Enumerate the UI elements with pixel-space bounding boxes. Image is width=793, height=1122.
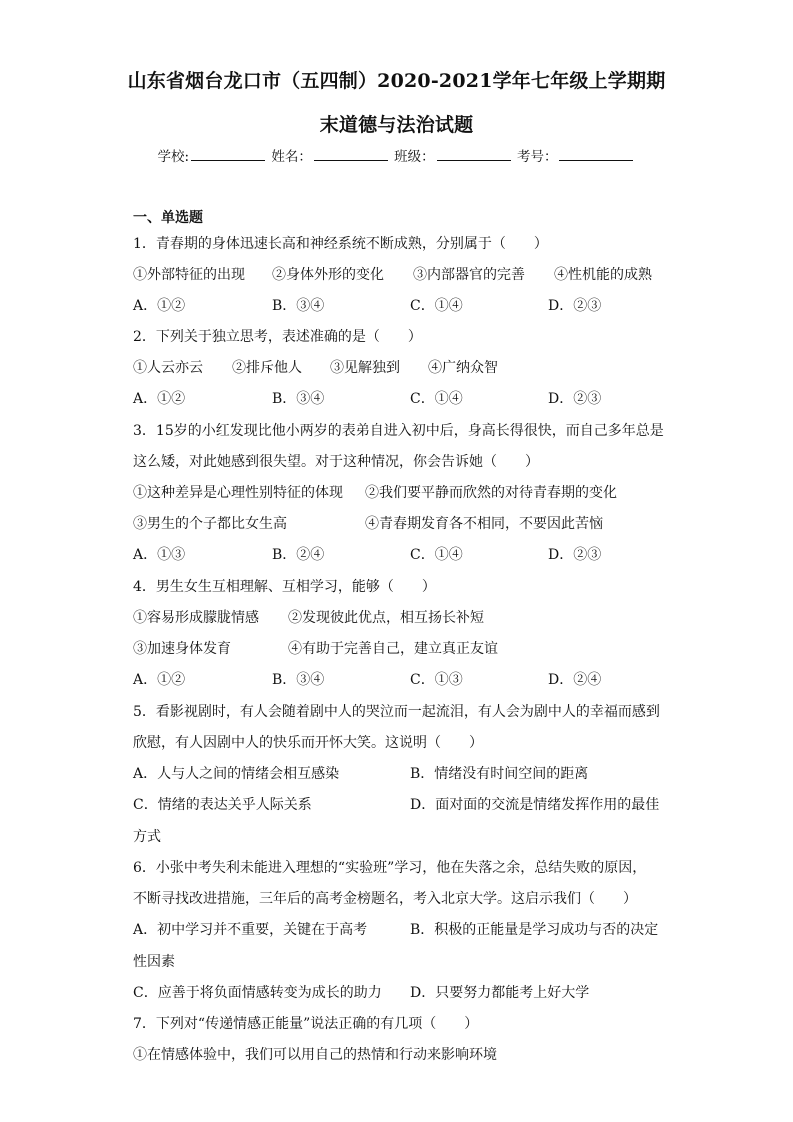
- q3-option-c[interactable]: C．①④: [410, 547, 463, 563]
- q1-stem: 1．青春期的身体迅速长高和神经系统不断成熟，分别属于（ ）: [133, 236, 548, 252]
- section-heading: 一、单选题: [133, 210, 203, 226]
- q3-option-a[interactable]: A．①③: [133, 547, 186, 563]
- q6-option-d[interactable]: D．只要努力都能考上好大学: [410, 985, 590, 1001]
- q3-stem-line1: 3．15岁的小红发现比他小两岁的表弟自进入初中后，身高长得很快，而自己多年总是: [133, 423, 664, 439]
- q4-item-2: ②发现彼此优点，相互扬长补短: [288, 610, 484, 626]
- q6-stem-line1: 6．小张中考失利未能进入理想的“实验班”学习，他在失落之余，总结失败的原因，: [133, 860, 647, 876]
- q6-option-a[interactable]: A．初中学习并不重要，关键在于高考: [133, 922, 368, 938]
- q5-stem-line2: 欣慰，有人因剧中人的快乐而开怀大笑。这说明（ ）: [133, 735, 483, 751]
- q2-item-1: ①人云亦云: [133, 360, 203, 376]
- name-label: 姓名：: [271, 149, 312, 165]
- q2-option-c[interactable]: C．①④: [410, 391, 463, 407]
- q1-option-b[interactable]: B．③④: [272, 298, 325, 314]
- q4-item-3: ③加速身体发育: [133, 641, 231, 657]
- q2-option-d[interactable]: D．②③: [548, 391, 602, 407]
- student-info-line: [0, 145, 793, 165]
- q3-item-1: ①这种差异是心理性别特征的体现: [133, 485, 343, 501]
- exam-title-line1: 山东省烟台龙口市（五四制）2020-2021学年七年级上学期期: [127, 70, 666, 92]
- q2-item-4: ④广纳众智: [428, 360, 498, 376]
- class-blank: [437, 148, 511, 161]
- q3-stem-line2: 这么矮，对此她感到很失望。对于这种情况，你会告诉她（ ）: [133, 454, 539, 470]
- q1-item-2: ②身体外形的变化: [272, 267, 384, 283]
- q7-item-1: ①在情感体验中，我们可以用自己的热情和行动来影响环境: [133, 1047, 497, 1063]
- q2-option-a[interactable]: A．①②: [133, 391, 186, 407]
- q5-option-d[interactable]: D．面对面的交流是情绪发挥作用的最佳: [410, 797, 660, 813]
- q1-option-a[interactable]: A．①②: [133, 298, 186, 314]
- q4-item-1: ①容易形成朦胧情感: [133, 610, 259, 626]
- q4-stem: 4．男生女生互相理解、互相学习，能够（ ）: [133, 579, 436, 595]
- q4-item-4: ④有助于完善自己，建立真正友谊: [288, 641, 498, 657]
- q4-option-d[interactable]: D．②④: [548, 672, 602, 688]
- q6-option-b-cont: 性因素: [133, 954, 175, 970]
- q2-item-2: ②排斥他人: [232, 360, 302, 376]
- q5-option-d-cont: 方式: [133, 829, 161, 845]
- q6-stem-line2: 不断寻找改进措施，三年后的高考金榜题名，考入北京大学。这启示我们（ ）: [133, 891, 637, 907]
- q5-option-c[interactable]: C．情绪的表达关乎人际关系: [133, 797, 312, 813]
- number-blank: [559, 148, 633, 161]
- q2-stem: 2．下列关于独立思考，表述准确的是（ ）: [133, 329, 422, 345]
- name-blank: [314, 148, 388, 161]
- q1-items: [133, 264, 245, 284]
- q6-option-b[interactable]: B．积极的正能量是学习成功与否的决定: [410, 922, 659, 938]
- school-blank: [191, 148, 265, 161]
- q6-option-c[interactable]: C．应善于将负面情感转变为成长的助力: [133, 985, 382, 1001]
- q3-item-2: ②我们要平静而欣然的对待青春期的变化: [365, 485, 617, 501]
- q2-item-3: ③见解独到: [330, 360, 400, 376]
- class-label: 班级：: [394, 149, 435, 165]
- q1-option-c[interactable]: C．①④: [410, 298, 463, 314]
- q1-item-4: ④性机能的成熟: [554, 267, 652, 283]
- q5-option-b[interactable]: B．情绪没有时间空间的距离: [410, 766, 589, 782]
- q7-stem: 7．下列对“传递情感正能量”说法正确的有几项（ ）: [133, 1016, 479, 1032]
- q3-item-4: ④青春期发育各不相同，不要因此苦恼: [365, 516, 603, 532]
- q3-option-b[interactable]: B．②④: [272, 547, 325, 563]
- q1-item-1: ①外部特征的出现: [133, 267, 245, 283]
- school-label: 学校:: [157, 149, 190, 165]
- q3-option-d[interactable]: D．②③: [548, 547, 602, 563]
- q4-option-a[interactable]: A．①②: [133, 672, 186, 688]
- q4-option-c[interactable]: C．①③: [410, 672, 463, 688]
- exam-title-line2: 末道德与法治试题: [319, 114, 474, 136]
- q2-option-b[interactable]: B．③④: [272, 391, 325, 407]
- q4-option-b[interactable]: B．③④: [272, 672, 325, 688]
- q3-item-3: ③男生的个子都比女生高: [133, 516, 287, 532]
- q5-option-a[interactable]: A．人与人之间的情绪会相互感染: [133, 766, 340, 782]
- q5-stem-line1: 5．看影视剧时，有人会随着剧中人的哭泣而一起流泪，有人会为剧中人的幸福而感到: [133, 704, 660, 720]
- q1-item-3: ③内部器官的完善: [413, 267, 525, 283]
- q1-option-d[interactable]: D．②③: [548, 298, 602, 314]
- number-label: 考号：: [516, 149, 558, 165]
